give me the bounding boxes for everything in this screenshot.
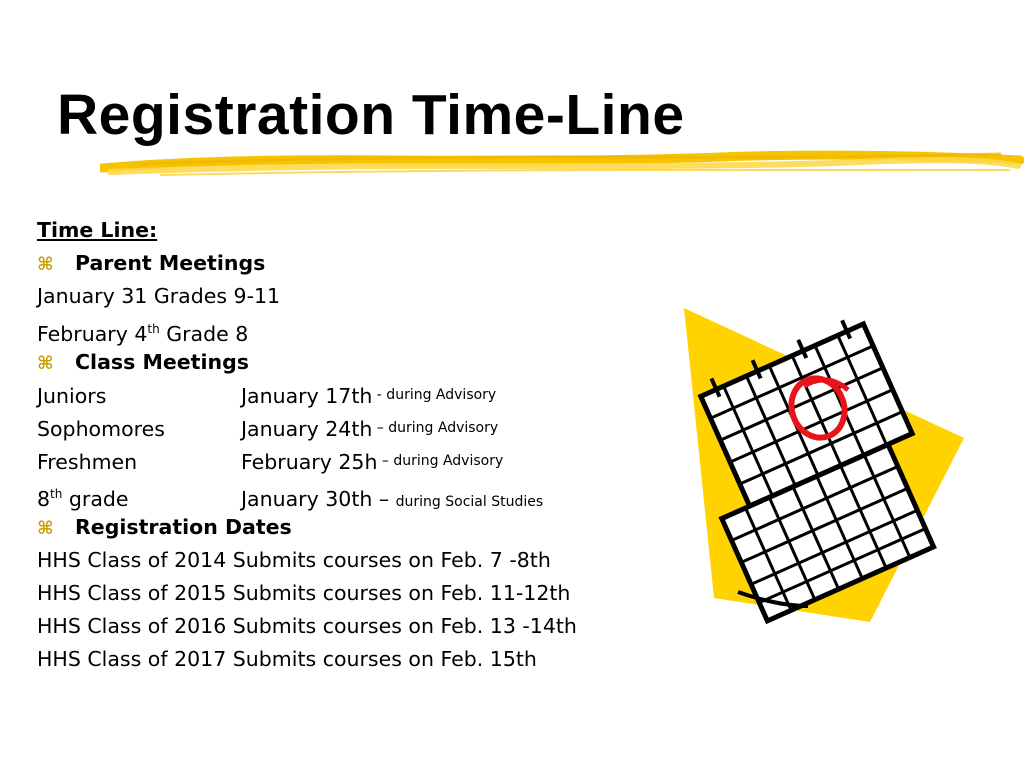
registration-dates-label: Registration Dates <box>75 515 292 539</box>
calendar-icon <box>678 306 988 624</box>
class-meetings-label: Class Meetings <box>75 350 249 374</box>
class-meeting-row <box>37 379 577 412</box>
class-group: Juniors <box>37 384 107 408</box>
ordinal-suffix: th <box>147 322 160 336</box>
ordinal-suffix: th <box>50 487 63 501</box>
registration-date-item: HHS Class of 2015 Submits courses on Feb. 11-12th <box>37 581 571 605</box>
class-meeting-row <box>37 445 577 478</box>
meeting-note: – during Advisory <box>377 453 504 469</box>
class-meetings-heading <box>37 346 577 379</box>
command-bullet-icon: ⌘ <box>37 518 54 539</box>
class-group-text: 8 <box>37 487 51 511</box>
registration-date-item: HHS Class of 2017 Submits courses on Feb. 15th <box>37 647 537 671</box>
registration-dates-heading <box>37 511 577 544</box>
timeline-heading: Time Line: <box>37 218 158 242</box>
class-group: Sophomores <box>37 417 165 441</box>
parent-meeting-text: February 4 <box>37 322 148 346</box>
parent-meeting-item <box>37 313 577 346</box>
parent-meeting-item <box>37 280 577 313</box>
meeting-date: February 25h <box>241 450 378 474</box>
class-meeting-row <box>37 478 577 511</box>
command-bullet-icon: ⌘ <box>37 353 54 374</box>
timeline-heading-line <box>37 214 577 247</box>
class-meeting-row <box>37 412 577 445</box>
meeting-note: - during Advisory <box>372 387 497 403</box>
parent-meetings-heading <box>37 247 577 280</box>
meeting-date: January 30th – <box>241 487 396 511</box>
registration-date-item: HHS Class of 2016 Submits courses on Feb. 13 -14th <box>37 614 577 638</box>
meeting-date: January 17th <box>241 384 373 408</box>
meeting-date: January 24th <box>241 417 373 441</box>
parent-meeting-text: January 31 Grades 9-11 <box>37 284 281 308</box>
class-group-text: grade <box>62 487 129 511</box>
parent-meeting-text: Grade 8 <box>159 322 249 346</box>
meeting-note: during Social Studies <box>395 494 544 510</box>
class-group: Freshmen <box>37 450 138 474</box>
meeting-note: – during Advisory <box>372 420 499 436</box>
timeline-content <box>37 214 577 676</box>
registration-date-item: HHS Class of 2014 Submits courses on Feb. 7 -8th <box>37 548 551 572</box>
parent-meetings-label: Parent Meetings <box>75 251 266 275</box>
highlighter-underline <box>100 148 1024 184</box>
slide-title: Registration Time-Line <box>57 83 685 147</box>
command-bullet-icon: ⌘ <box>37 254 54 275</box>
